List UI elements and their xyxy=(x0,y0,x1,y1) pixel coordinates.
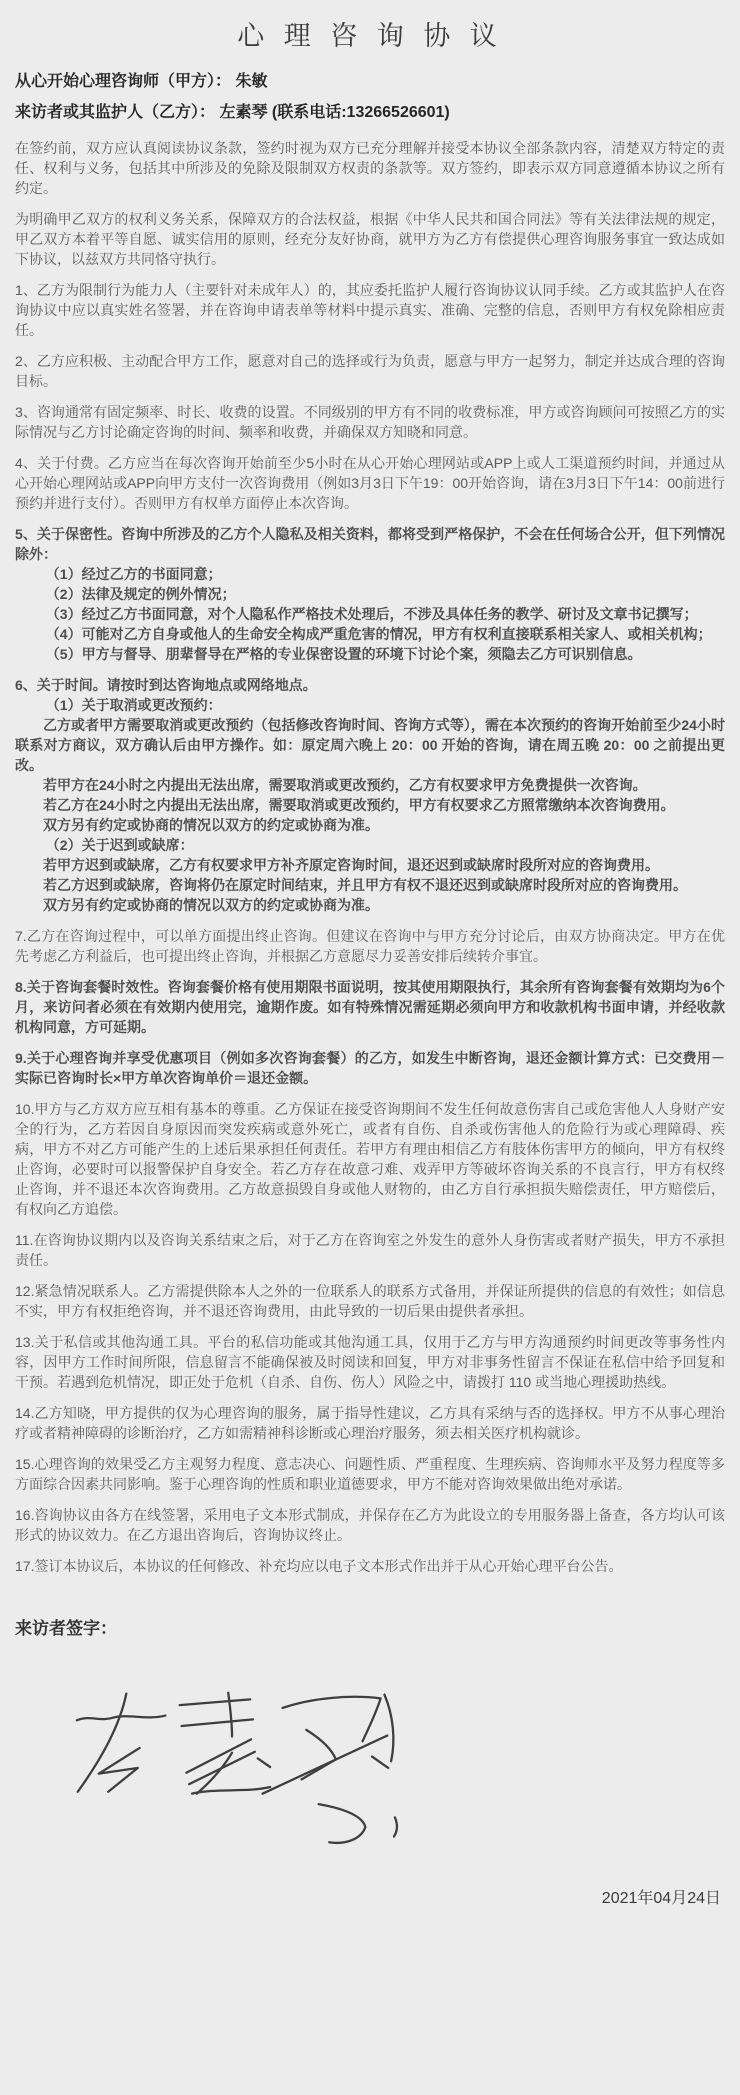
agreement-paragraph-26: 10.甲方与乙方双方应互相有基本的尊重。乙方保证在接受咨询期间不发生任何故意伤害自己或危害他人人身财产安全的行为，乙方若因自身原因而突发疾病或意外死亡，或者有自伤、自杀或伤害他人的危险行为或心理障碍、疾病，甲方不对乙方可能产生的上述后果承担任何责任。若甲方有理由相信乙方有肢体伤害甲方的倾向，甲方有权终止咨询，必要时可以报警保护自身安全。若乙方存在故意刁难、戏弄甲方等破坏咨询关系的不良言行，甲方有权终止咨询，并不退还本次咨询费用。乙方故意损毁自身或他人财物的，由乙方自行承担损失赔偿责任，甲方赔偿后，有权向乙方追偿。 xyxy=(15,1101,725,1217)
agreement-paragraph-12: （5）甲方与督导、朋辈督导在严格的专业保密设置的环境下讨论个案，须隐去乙方可识别信息。 xyxy=(45,646,642,662)
agreement-paragraph-20: 若甲方迟到或缺席，乙方有权要求甲方补齐原定咨询时间，退还迟到或缺席时段所对应的咨询费用。 xyxy=(43,857,659,873)
agreement-paragraph-4: 2、乙方应积极、主动配合甲方工作，愿意对自己的选择或行为负责，愿意与甲方一起努力，制定并达成合理的咨询目标。 xyxy=(15,353,725,389)
agreement-paragraph-14: （1）关于取消或更改预约： xyxy=(45,697,222,713)
agreement-paragraph-32: 16.咨询协议由各方在线签署，采用电子文本形式制成，并保存在乙方为此设立的专用服务器上备查，各方均认可该形式的协议效力。在乙方退出咨询后，咨询协议终止。 xyxy=(15,1507,725,1543)
party-b-line: 来访者或其监护人（乙方）： 左素琴 (联系电话:13266526601) xyxy=(15,104,450,121)
agreement-paragraph-7: 5、关于保密性。咨询中所涉及的乙方个人隐私及相关资料，都将受到严格保护，不会在任何场合公开，但下列情况除外： xyxy=(15,526,725,562)
agreement-paragraph-8: （1）经过乙方的书面同意； xyxy=(45,566,222,582)
agreement-paragraph-33: 17.签订本协议后，本协议的任何修改、补充均应以电子文本形式作出并于从心开始心理平台公告。 xyxy=(15,1558,623,1574)
agreement-paragraph-21: 若乙方迟到或缺席，咨询将仍在原定时间结束，并且甲方有权不退还迟到或缺席时段所对应的咨询费用。 xyxy=(43,877,687,893)
agreement-paragraph-15: 乙方或者甲方需要取消或更改预约（包括修改咨询时间、咨询方式等），需在本次预约的咨询开始前至少24小时联系对方商议，双方确认后由甲方操作。如：原定周六晚上 20：00 开始的咨询，请在周五晚 20：00 之前提出更改。 xyxy=(15,717,725,773)
agreement-paragraph-29: 13.关于私信或其他沟通工具。平台的私信功能或其他沟通工具，仅用于乙方与甲方沟通预约时间更改等事务性内容，因甲方工作时间所限，信息留言不能确保被及时阅读和回复，甲方对非事务性留言不保证在私信中给予回复和干预。若遇到危机情况，即正处于危机（自杀、自伤、伤人）风险之中，请拨打 110 或当地心理援助热线。 xyxy=(15,1334,725,1390)
agreement-paragraph-5: 3、咨询通常有固定频率、时长、收费的设置。不同级别的甲方有不同的收费标准，甲方或咨询顾问可按照乙方的实际情况与乙方讨论确定咨询的时间、频率和收费，并确保双方知晓和同意。 xyxy=(15,404,725,440)
signature-date: 2021年04月24日 xyxy=(601,1890,721,1907)
party-a-line: 从心开始心理咨询师（甲方）： 朱敏 xyxy=(15,73,268,90)
agreement-paragraph-17: 若乙方在24小时之内提出无法出席，需要取消或更改预约，甲方有权要求乙方照常缴纳本次咨询费用。 xyxy=(43,797,675,813)
agreement-paragraph-1: 在签约前，双方应认真阅读协议条款，签约时视为双方已充分理解并接受本协议全部条款内容，清楚双方特定的责任、权利与义务，包括其中所涉及的免除及限制双方权责的条款等。双方签约，即表示双方同意遵循本协议之所有约定。 xyxy=(15,140,725,196)
agreement-paragraph-19: （2）关于迟到或缺席： xyxy=(45,837,194,853)
agreement-paragraph-13: 6、关于时间。请按时到达咨询地点或网络地点。 xyxy=(15,677,317,693)
agreement-paragraph-6: 4、关于付费。乙方应当在每次咨询开始前至少5小时在从心开始心理网站或APP上或人工渠道预约时间，并通过从心开始心理网站或APP向甲方支付一次咨询费用（例如3月3日下午19：00开始咨询，请在3月3日下午14：00前进行预约并进行支付）。否则甲方有权单方面停止本次咨询。 xyxy=(15,455,725,511)
visitor-signature xyxy=(23,1667,443,1867)
agreement-paragraph-3: 1、乙方为限制行为能力人（主要针对未成年人）的，其应委托监护人履行咨询协议认同手续。乙方或其监护人在咨询协议中应以真实姓名签署，并在咨询申请表单等材料中提示真实、准确、完整的信息，否则甲方有权免除相应责任。 xyxy=(15,282,725,338)
agreement-paragraph-9: （2）法律及规定的例外情况； xyxy=(45,586,236,602)
signature-label: 来访者签字： xyxy=(15,1619,117,1638)
agreement-paragraph-23: 7.乙方在咨询过程中，可以单方面提出终止咨询。但建议在咨询中与甲方充分讨论后，由双方协商决定。甲方在优先考虑乙方利益后，也可提出终止咨询，并根据乙方意愿尽力妥善安排后续转介事宜。 xyxy=(15,928,725,964)
agreement-paragraph-11: （4）可能对乙方自身或他人的生命安全构成严重危害的情况，甲方有权利直接联系相关家人、或相关机构； xyxy=(45,626,712,642)
agreement-paragraph-22: 双方另有约定或协商的情况以双方的约定或协商为准。 xyxy=(43,897,379,913)
agreement-paragraph-28: 12.紧急情况联系人。乙方需提供除本人之外的一位联系人的联系方式备用，并保证所提供的信息的有效性；如信息不实，甲方有权拒绝咨询，并不退还咨询费用，由此导致的一切后果由提供者承担。 xyxy=(15,1283,725,1319)
agreement-paragraph-10: （3）经过乙方书面同意，对个人隐私作严格技术处理后，不涉及具体任务的教学、研讨及文章书记撰写； xyxy=(45,606,698,622)
agreement-body xyxy=(15,138,725,1576)
agreement-paragraph-16: 若甲方在24小时之内提出无法出席，需要取消或更改预约，乙方有权要求甲方免费提供一次咨询。 xyxy=(43,777,647,793)
agreement-paragraph-18: 双方另有约定或协商的情况以双方的约定或协商为准。 xyxy=(43,817,379,833)
agreement-paragraph-27: 11.在咨询协议期内以及咨询关系结束之后，对于乙方在咨询室之外发生的意外人身伤害或者财产损失，甲方不承担责任。 xyxy=(15,1232,725,1268)
agreement-paragraph-30: 14.乙方知晓，甲方提供的仅为心理咨询的服务，属于指导性建议，乙方具有采纳与否的选择权。甲方不从事心理治疗或者精神障碍的诊断治疗，乙方如需精神科诊断或心理治疗服务，须去相关医疗机构就诊。 xyxy=(15,1405,725,1441)
agreement-paragraph-25: 9.关于心理咨询并享受优惠项目（例如多次咨询套餐）的乙方，如发生中断咨询，退还金额计算方式：已交费用－实际已咨询时长×甲方单次咨询单价＝退还金额。 xyxy=(15,1050,725,1086)
agreement-paragraph-2: 为明确甲乙双方的权利义务关系，保障双方的合法权益，根据《中华人民共和国合同法》等有关法律法规的规定，甲乙双方本着平等自愿、诚实信用的原则，经充分友好协商，就甲方为乙方有偿提供心理咨询服务事宜一致达成如下协议，以兹双方共同恪守执行。 xyxy=(15,211,725,267)
document-title: 心 理 咨 询 协 议 xyxy=(237,21,503,51)
agreement-paragraph-31: 15.心理咨询的效果受乙方主观努力程度、意志决心、问题性质、严重程度、生理疾病、咨询师水平及努力程度等多方面综合因素共同影响。鉴于心理咨询的性质和职业道德要求，甲方不能对咨询效果做出绝对承诺。 xyxy=(15,1456,725,1492)
agreement-paragraph-24: 8.关于咨询套餐时效性。咨询套餐价格有使用期限书面说明，按其使用期限执行，其余所有咨询套餐有效期均为6个月，来访问者必须在有效期内使用完，逾期作废。如有特殊情况需延期必须向甲方和收款机构书面申请，并经收款机构同意，方可延期。 xyxy=(15,979,725,1035)
signature-strokes-svg xyxy=(23,1667,443,1867)
